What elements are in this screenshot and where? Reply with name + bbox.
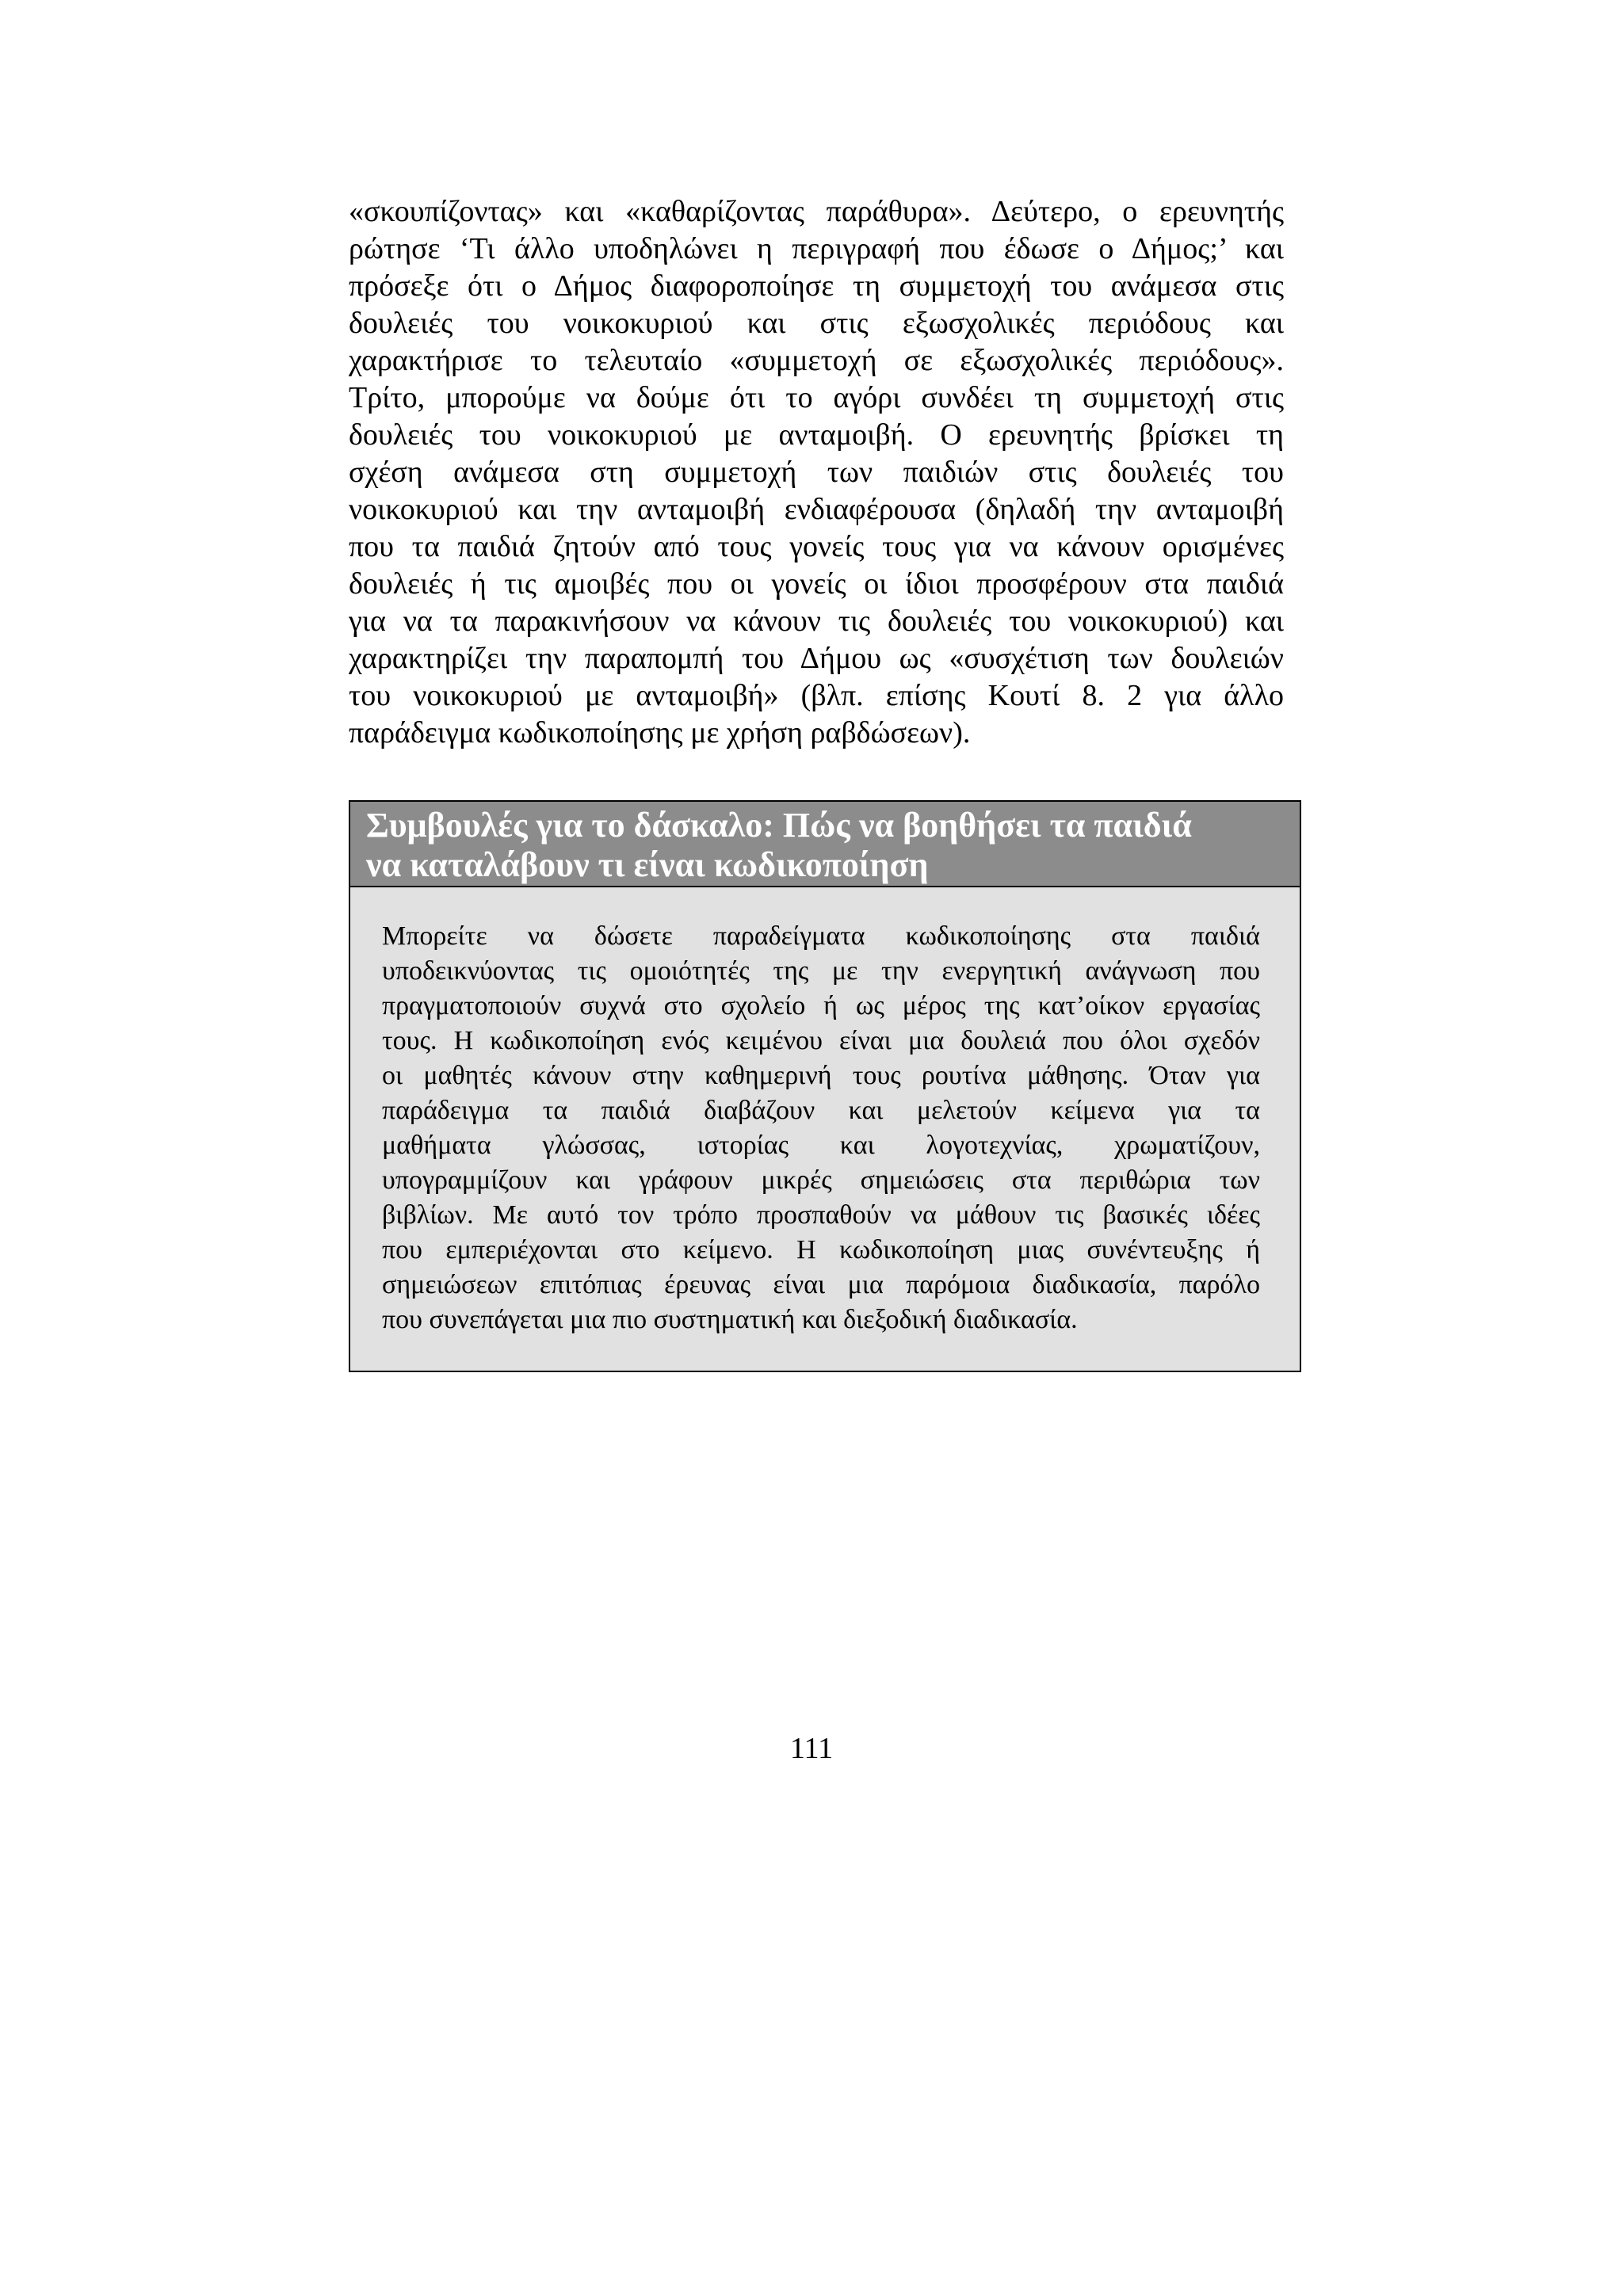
tips-box-line: μαθήματα γλώσσας, ιστορίας και λογοτεχνίας, χρωματίζουν, bbox=[382, 1131, 1260, 1160]
tips-box-line: τους. Η κωδικοποίηση ενός κειμένου είναι μια δουλειά που όλοι σχεδόν bbox=[382, 1026, 1260, 1055]
body-line: που τα παιδιά ζητούν από τους γονείς τους για να κάνουν ορισμένες bbox=[349, 530, 1284, 563]
tips-box-line: παράδειγμα τα παιδιά διαβάζουν και μελετούν κείμενα για τα bbox=[382, 1096, 1260, 1125]
body-line: δουλειές του νοικοκυριού με ανταμοιβή. Ο ερευνητής βρίσκει τη bbox=[349, 418, 1284, 452]
teacher-tips-box bbox=[349, 800, 1301, 1372]
tips-box-line: υποδεικνύοντας τις ομοιότητές της με την ενεργητική ανάγνωση που bbox=[382, 956, 1260, 986]
tips-box-line: βιβλίων. Με αυτό τον τρόπο προσπαθούν να μάθουν τις βασικές ιδέες bbox=[382, 1200, 1260, 1230]
tips-box-line: πραγματοποιούν συχνά στο σχολείο ή ως μέρος της κατ’οίκον εργασίας bbox=[382, 991, 1260, 1020]
body-line: νοικοκυριού και την ανταμοιβή ενδιαφέρουσα (δηλαδή την ανταμοιβή bbox=[349, 493, 1284, 526]
body-line: για να τα παρακινήσουν να κάνουν τις δουλειές του νοικοκυριού) και bbox=[349, 605, 1284, 638]
tips-box-line: οι μαθητές κάνουν στην καθημερινή τους ρουτίνα μάθησης. Όταν για bbox=[382, 1061, 1260, 1090]
tips-box-line: υπογραμμίζουν και γράφουν μικρές σημειώσεις στα περιθώρια των bbox=[382, 1165, 1260, 1195]
body-line: ρώτησε ‘Τι άλλο υποδηλώνει η περιγραφή που έδωσε ο Δήμος;’ και bbox=[349, 232, 1284, 265]
tips-box-line: Μπορείτε να δώσετε παραδείγματα κωδικοποίησης στα παιδιά bbox=[382, 921, 1260, 951]
body-line: σχέση ανάμεσα στη συμμετοχή των παιδιών στις δουλειές του bbox=[349, 456, 1284, 489]
tips-box-header bbox=[350, 802, 1300, 887]
tips-box-line: που εμπεριέχονται στο κείμενο. Η κωδικοποίηση μιας συνέντευξης ή bbox=[382, 1235, 1260, 1264]
tips-box-line: που συνεπάγεται μια πιο συστηματική και διεξοδική διαδικασία. bbox=[382, 1305, 1078, 1334]
body-line: δουλειές ή τις αμοιβές που οι γονείς οι ίδιοι προσφέρουν στα παιδιά bbox=[349, 567, 1284, 601]
body-line: χαρακτήρισε το τελευταίο «συμμετοχή σε εξωσχολικές περιόδους». bbox=[349, 344, 1284, 377]
body-line: πρόσεξε ότι ο Δήμος διαφοροποίησε τη συμμετοχή του ανάμεσα στις bbox=[349, 269, 1284, 303]
tips-box-title-line: να καταλάβουν τι είναι κωδικοποίηση bbox=[366, 845, 929, 884]
body-line: χαρακτηρίζει την παραπομπή του Δήμου ως «συσχέτιση των δουλειών bbox=[349, 642, 1284, 675]
page-number: 111 bbox=[789, 1732, 834, 1765]
body-line: «σκουπίζοντας» και «καθαρίζοντας παράθυρα». Δεύτερο, ο ερευνητής bbox=[349, 195, 1284, 228]
body-line: Τρίτο, μπορούμε να δούμε ότι το αγόρι συνδέει τη συμμετοχή στις bbox=[349, 381, 1284, 414]
body-line: δουλειές του νοικοκυριού και στις εξωσχολικές περιόδους και bbox=[349, 307, 1284, 340]
body-line: του νοικοκυριού με ανταμοιβή» (βλπ. επίσης Κουτί 8. 2 για άλλο bbox=[349, 679, 1284, 712]
tips-box-title-line: Συμβουλές για το δάσκαλο: Πώς να βοηθήσει τα παιδιά bbox=[366, 806, 1192, 845]
tips-box-line: σημειώσεων επιτόπιας έρευνας είναι μια παρόμοια διαδικασία, παρόλο bbox=[382, 1270, 1260, 1299]
body-line: παράδειγμα κωδικοποίησης με χρήση ραβδώσεων). bbox=[349, 716, 971, 749]
